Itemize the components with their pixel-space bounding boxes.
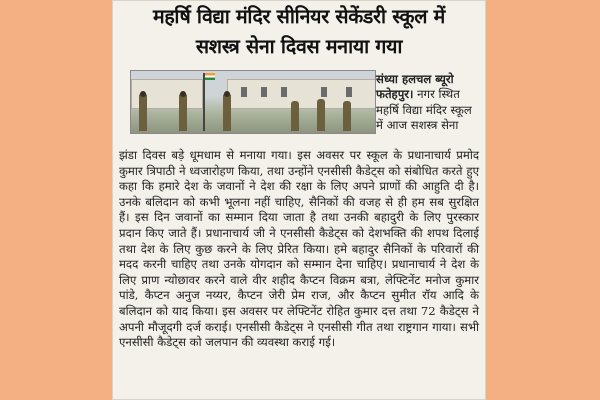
photo-window (346, 87, 352, 97)
photo-cadet (317, 99, 325, 131)
photo-cadet (223, 93, 231, 131)
photo-cadet (343, 101, 351, 131)
article-body: झंडा दिवस बड़े धूमधाम से मनाया गया। इस अवसर पर स्कूल के प्रधानाचार्य प्रमोद कुमार त्रिपाठी ने ध्वजारोहण किया, तथा उन्होंने एनसीसी कैडेट्स को संबोधित करते हुए कहा कि हमारे देश के जवानों ने देश की रक्षा के लिए अपने प्राणों की आहुति दी है। उनके बलिदान को कभी भूलना नहीं चाहिए, सैनिकों की वजह से ही हम सब सुरक्षित हैं। इस दिन जवानों का सम्मान दिया जाता है तथा उनकी बहादुरी के लिए पुरस्कार प्रदान किए जाते हैं। प्रधानाचार्य जी ने एनसीसी कैडेट्स को देशभक्ति की शपथ दिलाई तथा देश के लिए कुछ करने के लिए प्रेरित किया। हमे बहादुर सैनिकों के परिवारों की मदद करनी चाहिए तथा उनके योगदान को सम्मान देना चाहिए। प्रधानाचार्य ने देश के लिए प्राण न्योछावर करने वाले वीर शहीद कैप्टन विक्रम बत्रा, लेफ्टिनेंट मनोज कुमार पांडे, कैप्टन अनुज नय्यर, कैप्टन जेरी प्रेम राज, और कैप्टन सुमीत रॉय आदि के बलिदान को याद किया। इस अवसर पर लेफ्टिनेंट रोहित कुमार दत्त तथा 72 कैडेट्स ने अपनी मौजूदगी दर्ज कराई। एनसीसी कैडेट्स ने एनसीसी गीत तथा राष्ट्रगान गाया। सभी एनसीसी कैडेट्स को जलपान की व्यवस्था कराई गई। (119, 148, 479, 350)
photo-window (241, 87, 247, 97)
photo-cadet-head (180, 91, 186, 97)
flag-pole (203, 73, 205, 131)
headline-line-1: महर्षि विद्या मंदिर सीनियर सेकेंडरी स्कूल में (153, 5, 445, 28)
photo-cadet-head (140, 91, 146, 97)
flag-icon (205, 73, 215, 80)
photo-cadet-head (224, 91, 230, 97)
photo-window (321, 87, 327, 97)
photo-window (281, 87, 287, 97)
dateline: संध्या हलचल ब्यूरो फतेहपुर। (376, 72, 454, 102)
article-intro (376, 72, 480, 134)
photo-cadet (139, 93, 147, 131)
photo-cadet (179, 93, 187, 131)
news-photo (130, 70, 376, 134)
photo-cadet (291, 101, 299, 131)
headline-line-2: सशस्त्र सेना दिवस मनाया गया (195, 35, 403, 58)
headline (112, 2, 486, 62)
article-lead: नगर स्थित महर्षि विद्या मंदिर स्कूल में आज सशस्त्र सेना (376, 87, 472, 133)
photo-window (261, 87, 267, 97)
photo-building (227, 79, 376, 109)
newspaper-clipping (112, 0, 486, 400)
